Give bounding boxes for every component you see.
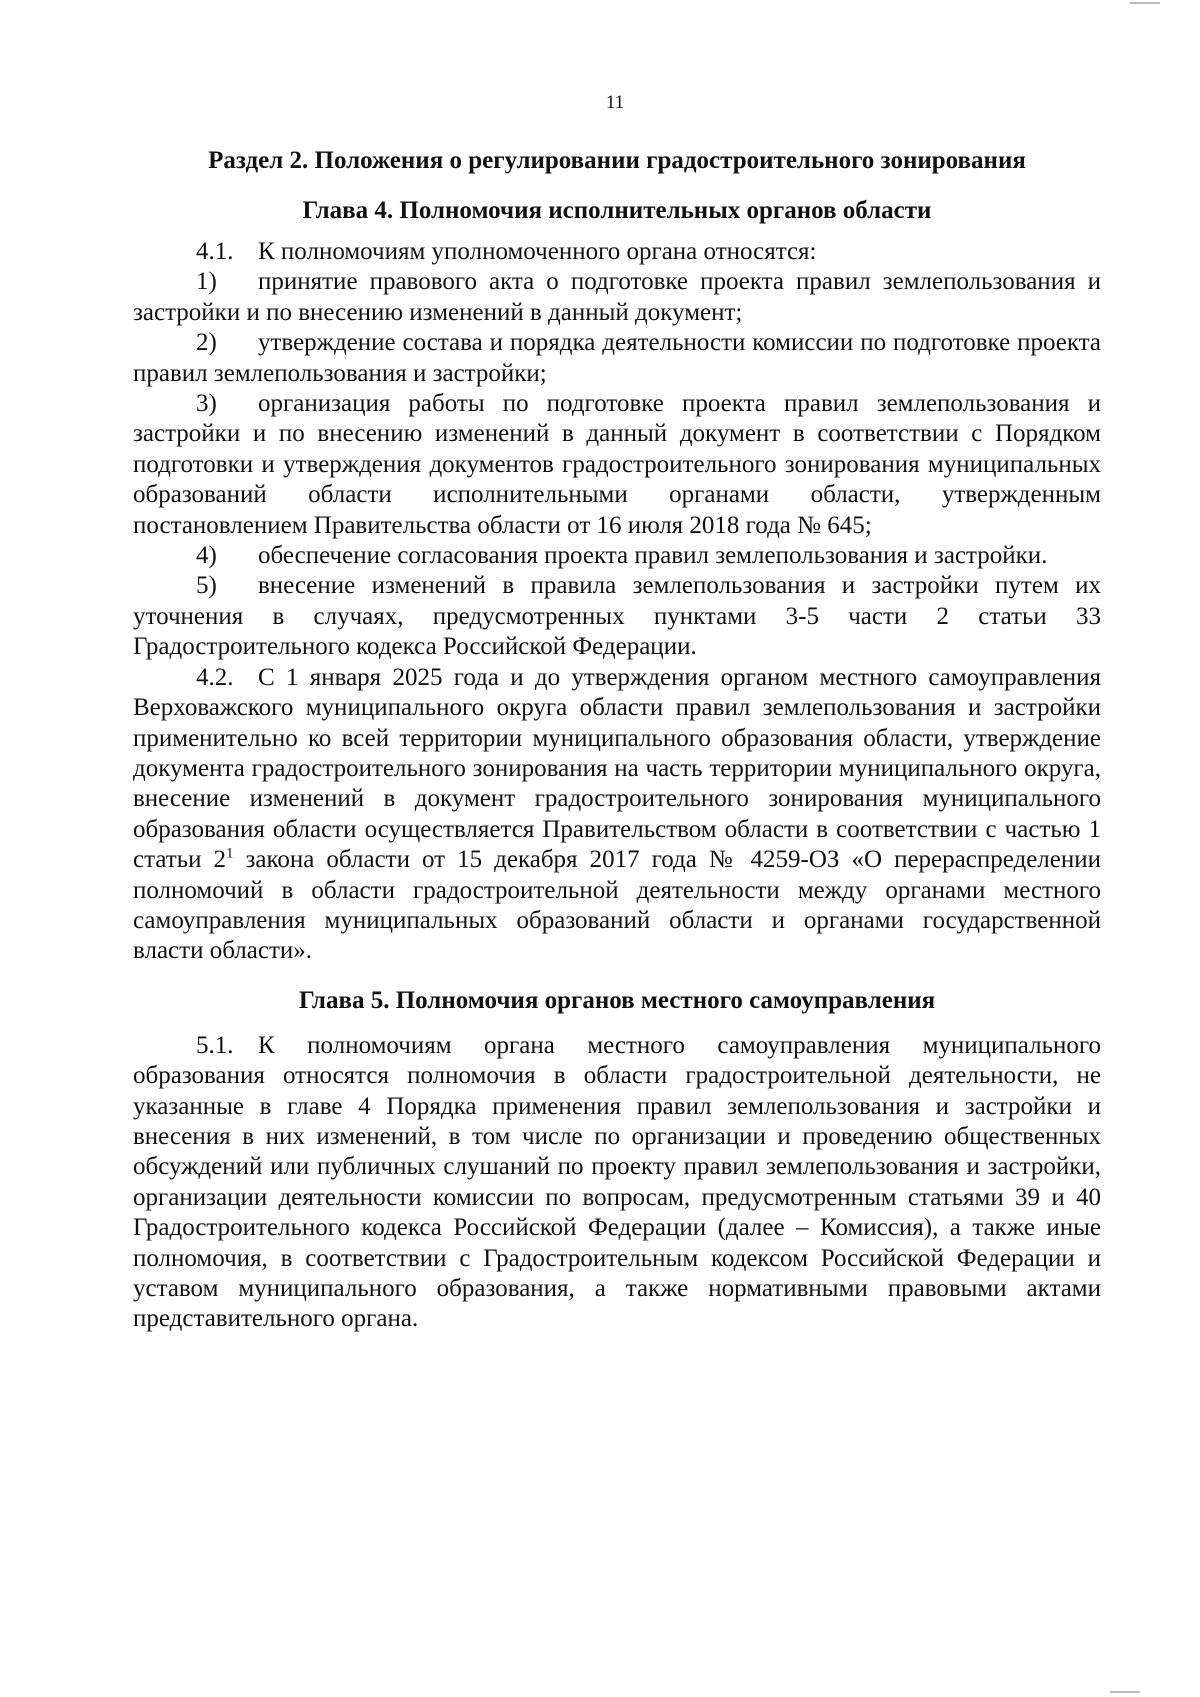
list-item-number: 5) [196,572,217,600]
list-item-4 [133,541,1101,571]
list-item-text: обеспечение согласования проекта правил землепользования и застройки. [258,542,1048,570]
list-item-text: утверждение состава и порядка деятельности комиссии по подготовке проекта правил землепользования и застройки; [133,329,1101,387]
paragraph-number: 4.2. [196,663,234,691]
list-item-text: организация работы по подготовке проекта правил землепользования и застройки и по внесению изменений в данный документ в соответствии с Порядком подготовки и утверждения документов градостроительного зонирования муниципальных образований области исполнительными органами области, утвержденным постановлением Правительства области от 16 июля 2018 года № 645; [133,390,1101,539]
page-number: 11 [605,92,625,113]
scan-mark-top [1130,2,1160,4]
paragraph-4-2 [133,663,1101,967]
superscript: 1 [226,845,234,862]
list-item-text: принятие правового акта о подготовке проекта правил землепользования и застройки и по внесению изменений в данный документ; [133,268,1101,326]
paragraph-number: 5.1. [196,1031,234,1059]
chapter-4-title: Глава 4. Полномочия исполнительных органов области [302,197,932,224]
list-item-3 [133,389,1101,541]
section-title: Раздел 2. Положения о регулировании градостроительного зонирования [208,147,1026,174]
paragraph-5-1 [133,1031,1101,1335]
document-body [133,140,1101,1335]
paragraph-text: К полномочиям уполномоченного органа относятся: [258,238,817,265]
scan-mark-bottom [1110,1691,1140,1693]
list-item-1 [133,267,1101,328]
paragraph-number: 4.1. [196,238,234,265]
list-item-text: внесение изменений в правила землепользования и застройки путем их уточнения в случаях, предусмотренных пунктами 3-5 части 2 статьи 33 Градостроительного кодекса Российской Федерации. [133,572,1101,661]
list-item-number: 3) [196,390,217,418]
list-item-number: 2) [196,329,217,357]
paragraph-text-after: закона области от 15 декабря 2017 года № 4259-ОЗ «О перераспределении полномочий в области градостроительной деятельности между органами местного самоуправления муниципальных образований области и органами государственной власти области». [133,846,1101,965]
chapter-5-title: Глава 5. Полномочия органов местного самоуправления [298,986,936,1014]
list-item-2 [133,328,1101,389]
paragraph-text-before: С 1 января 2025 года и до утверждения органом местного самоуправления Верховажского муниципального округа области правил землепользования и застройки применительно ко всей территории муниципального образования области, утверждение документа градостроительного зонирования на часть территории муниципального округа, внесение изменений в документ градостроительного зонирования муниципального образования области осуществляется Правительством области в соответствии с частью 1 статьи 2 [133,663,1101,874]
paragraph-4-1 [133,237,1101,267]
list-item-number: 4) [196,542,217,570]
paragraph-text: К полномочиям органа местного самоуправления муниципального образования относятся полномочия в области градостроительной деятельности, не указанные в главе 4 Порядка применения правил землепользования и застройки и внесения в них изменений, в том числе по организации и проведению общественных обсуждений или публичных слушаний по проекту правил землепользования и застройки, организации деятельности комиссии по вопросам, предусмотренным статьями 39 и 40 Градостроительного кодекса Российской Федерации (далее – Комиссия), а также иные полномочия, в соответствии с Градостроительным кодексом Российской Федерации и уставом муниципального образования, а также нормативными правовыми актами представительного органа. [133,1031,1101,1333]
list-item-number: 1) [196,268,217,296]
list-item-5 [133,571,1101,662]
